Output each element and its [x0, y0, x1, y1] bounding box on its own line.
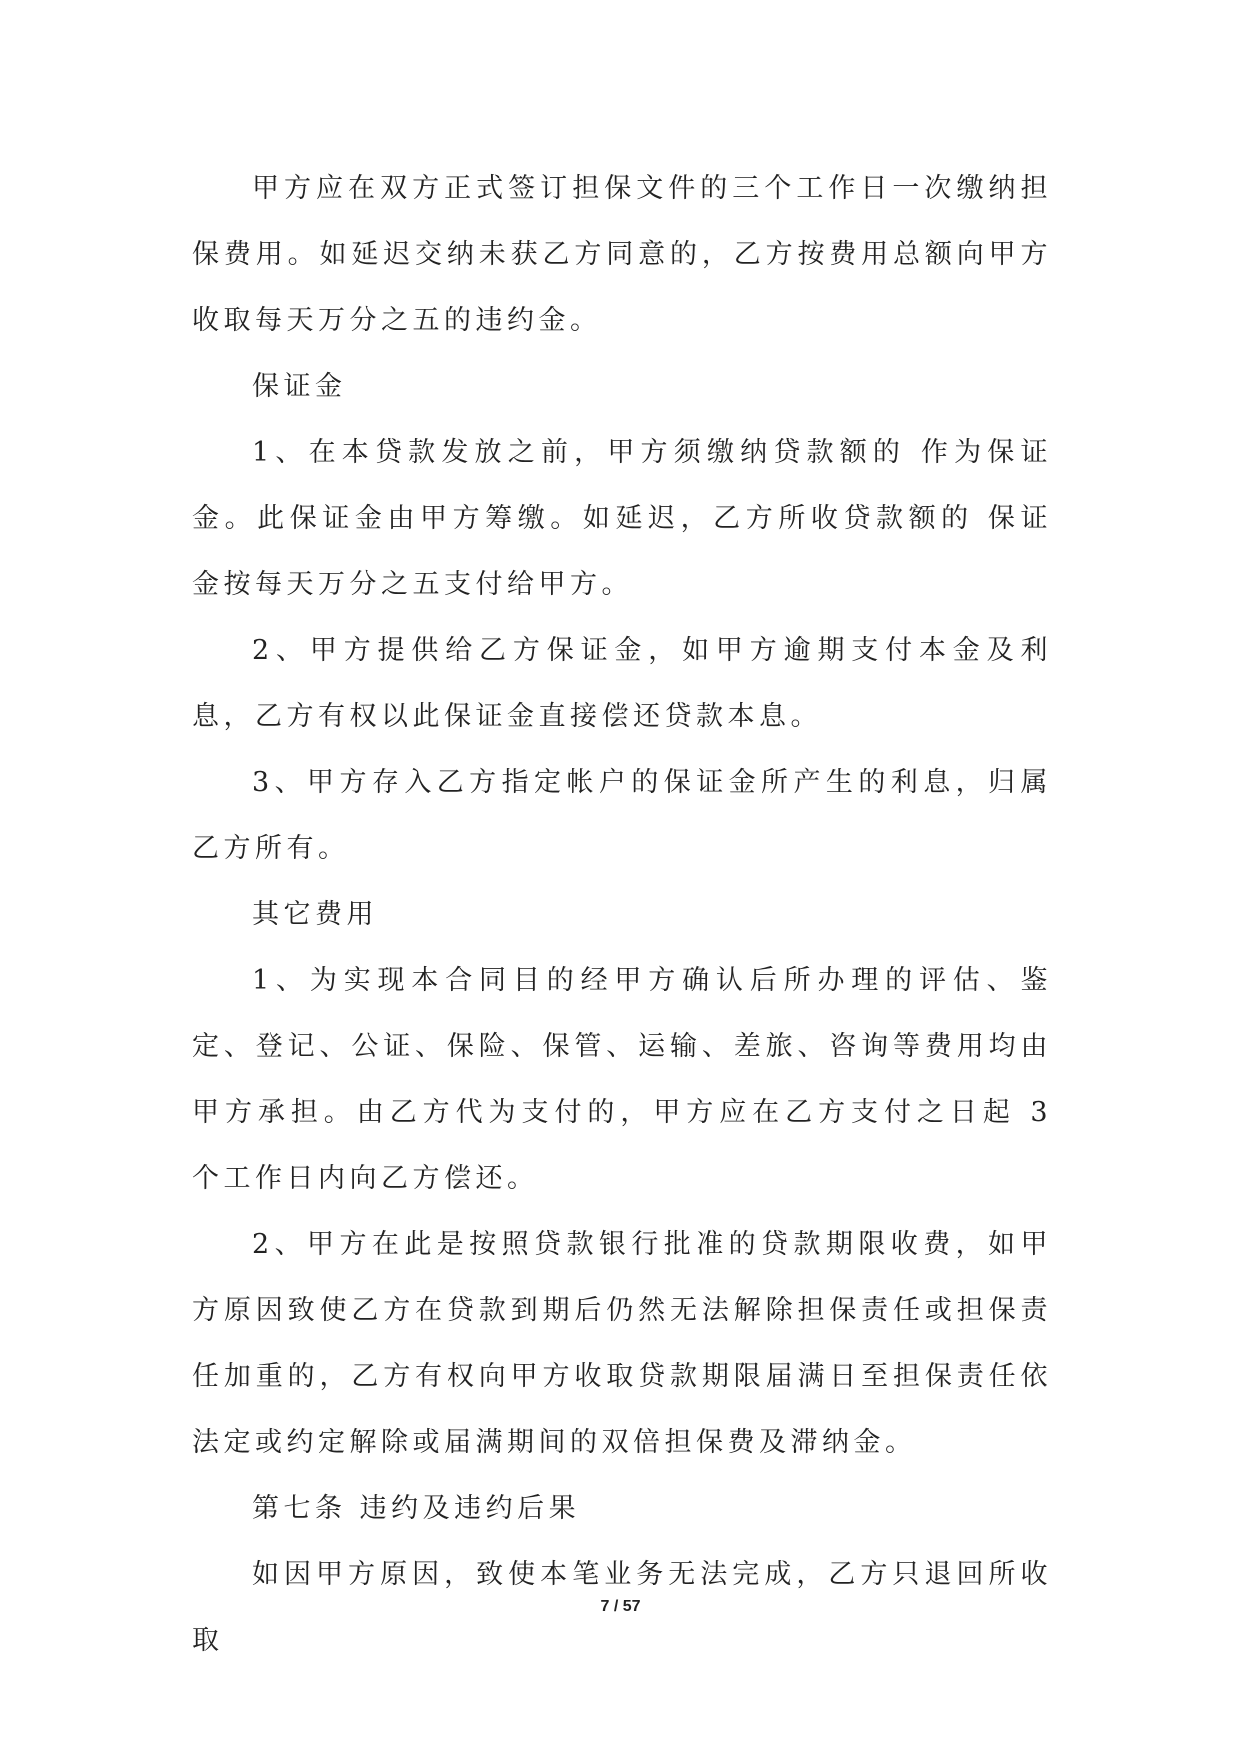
article-heading-breach: 第七条 违约及违约后果 — [252, 1493, 581, 1524]
document-body — [192, 156, 1052, 1674]
paragraph-other-fees-2: 2、甲方在此是按照贷款银行批准的贷款期限收费，如甲方原因致使乙方在贷款到期后仍然无法解除担保责任或担保责任加重的，乙方有权向甲方收取贷款期限届满日至担保责任依法定或约定解除或届满期间的双倍担保费及滞纳金。 — [192, 1229, 1052, 1458]
page-number: 7 / 57 — [600, 1598, 641, 1615]
paragraph-deposit-1: 1、在本贷款发放之前，甲方须缴纳贷款额的 作为保证金。此保证金由甲方筹缴。如延迟，乙方所收贷款额的 保证金按每天万分之五支付给甲方。 — [192, 437, 1052, 600]
paragraph-other-fees-1: 1、为实现本合同目的经甲方确认后所办理的评估、鉴定、登记、公证、保险、保管、运输、差旅、咨询等费用均由甲方承担。由乙方代为支付的，甲方应在乙方支付之日起 3 个工作日内向乙方偿还。 — [192, 965, 1052, 1194]
paragraph-fee-payment: 甲方应在双方正式签订担保文件的三个工作日一次缴纳担保费用。如延迟交纳未获乙方同意的，乙方按费用总额向甲方收取每天万分之五的违约金。 — [192, 173, 1052, 336]
paragraph-deposit-2: 2、甲方提供给乙方保证金，如甲方逾期支付本金及利息，乙方有权以此保证金直接偿还贷款本息。 — [192, 635, 1052, 732]
paragraph-breach: 如因甲方原因，致使本笔业务无法完成，乙方只退回所收取 — [192, 1559, 1052, 1656]
section-heading-deposit: 保证金 — [252, 371, 347, 402]
paragraph-deposit-3: 3、甲方存入乙方指定帐户的保证金所产生的利息，归属乙方所有。 — [192, 767, 1052, 864]
section-heading-other-fees: 其它费用 — [252, 899, 378, 930]
